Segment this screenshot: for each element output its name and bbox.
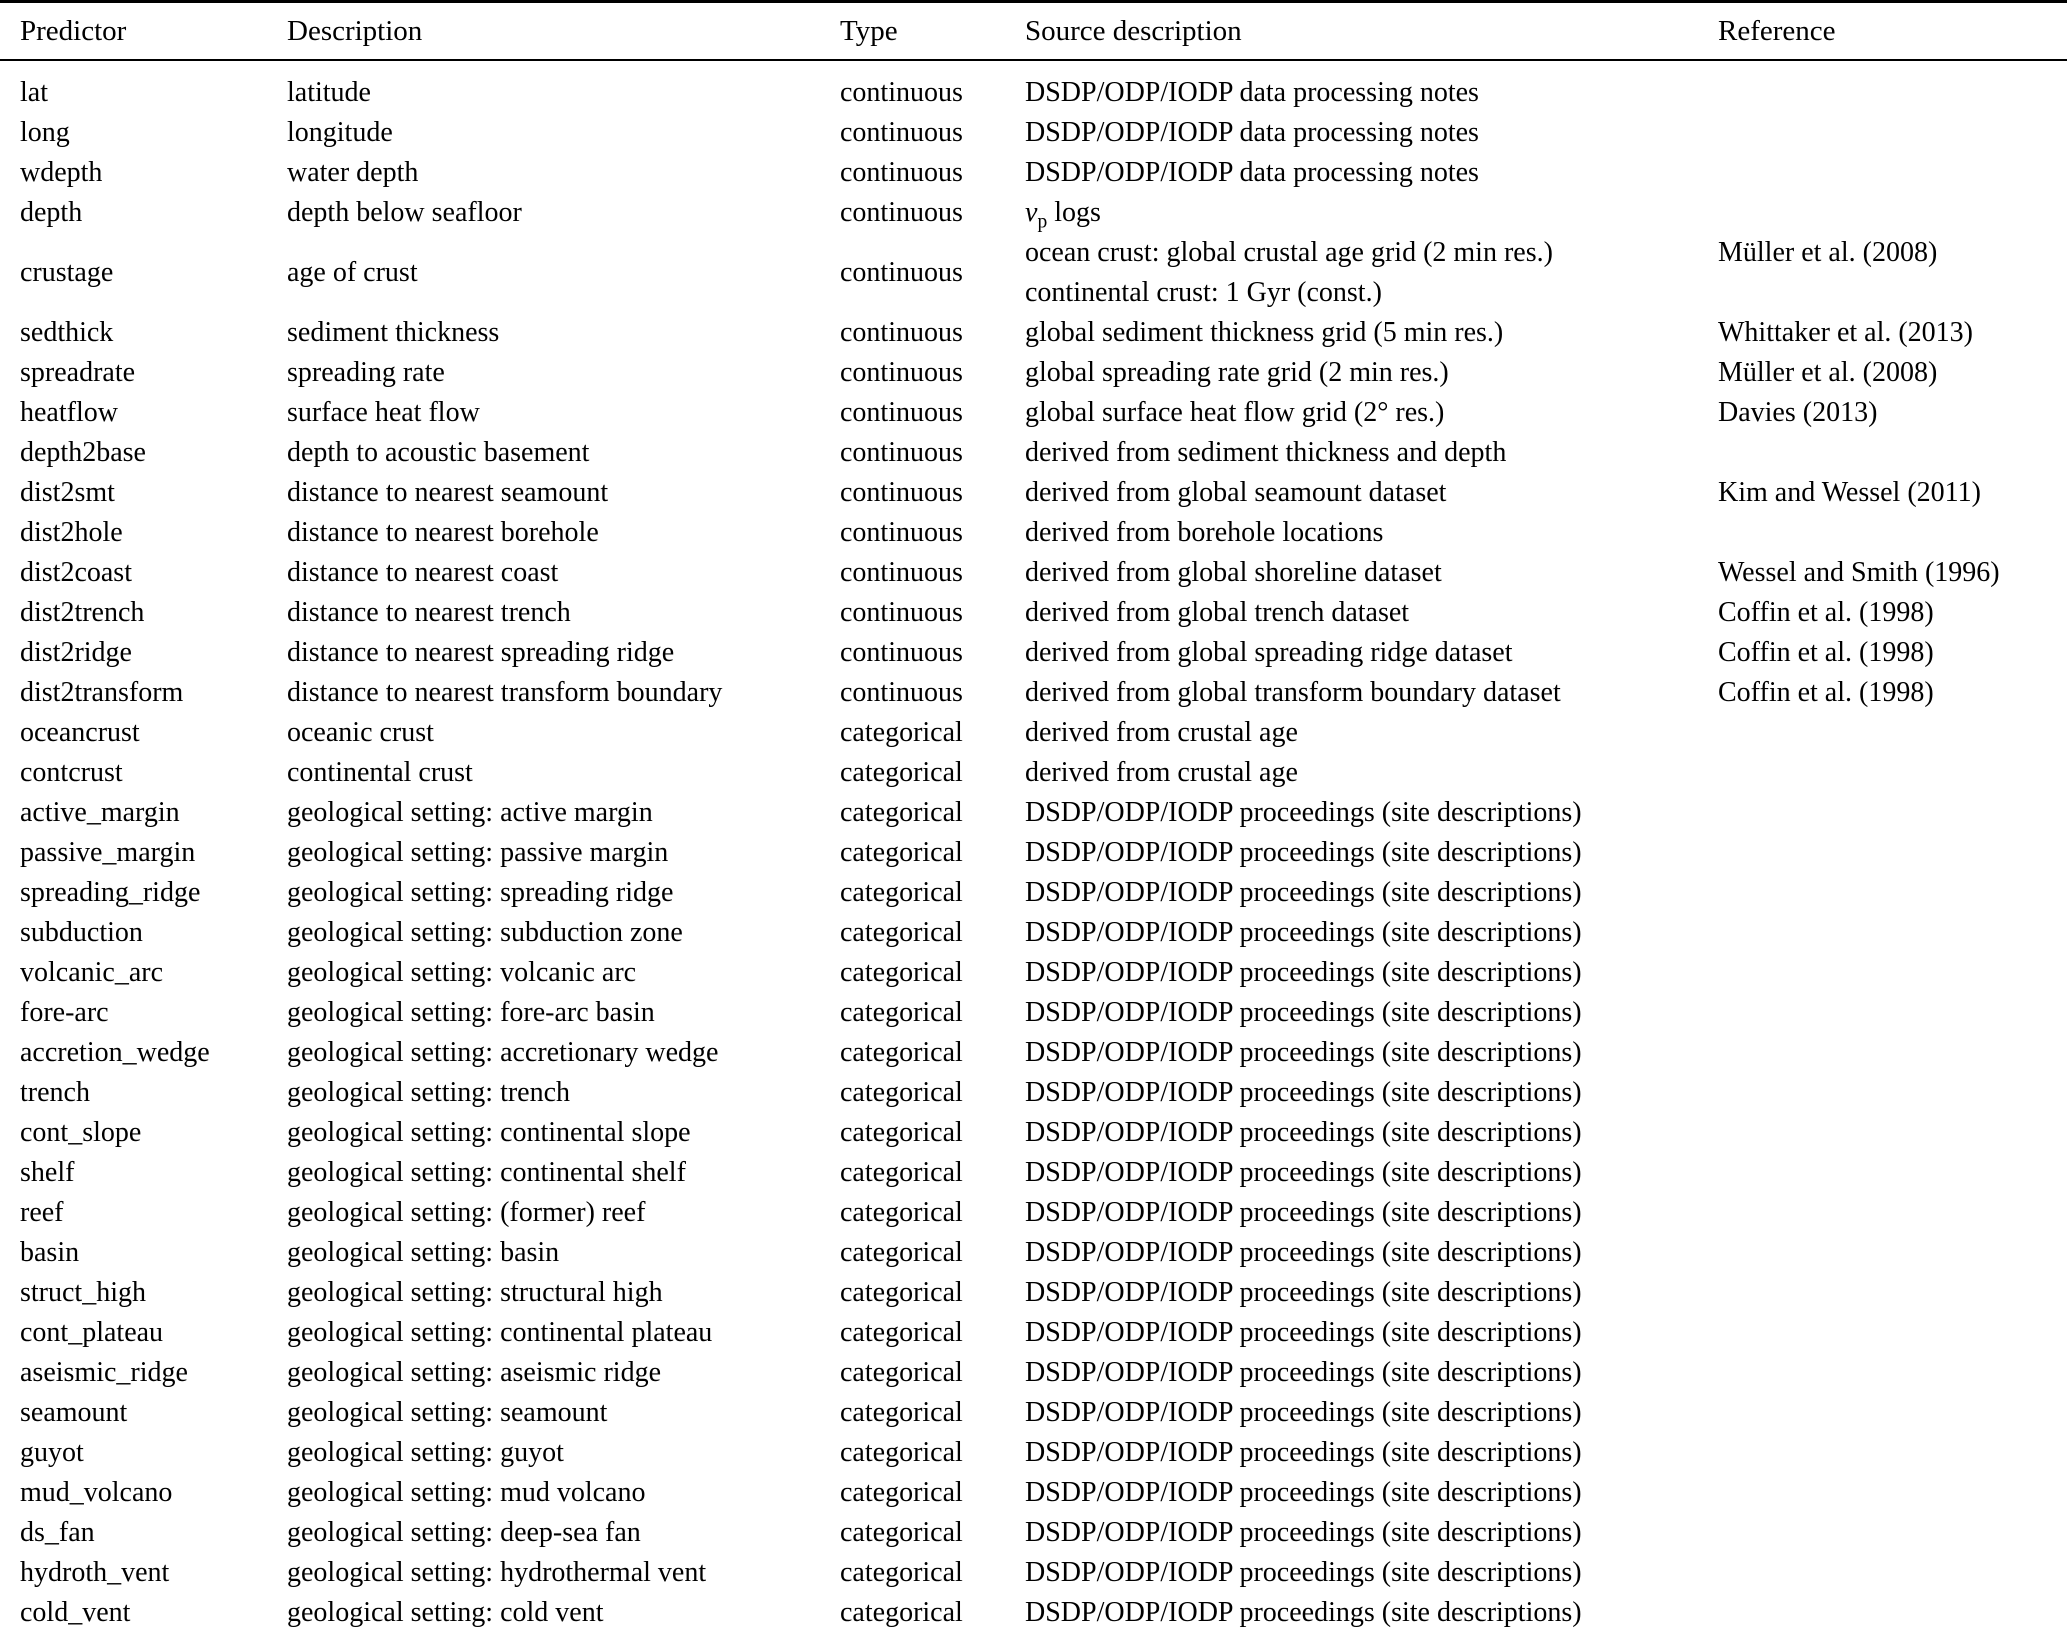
table-row	[0, 393, 2067, 433]
type-cell: continuous	[840, 117, 963, 148]
source-cell: DSDP/ODP/IODP proceedings (site descriptions)	[1025, 1157, 1582, 1188]
type-cell: categorical	[840, 957, 963, 988]
description-cell: geological setting: fore-arc basin	[287, 997, 655, 1028]
type-cell: continuous	[840, 637, 963, 668]
type-cell: continuous	[840, 77, 963, 108]
type-cell: categorical	[840, 877, 963, 908]
table-row	[0, 673, 2067, 713]
reference-cell: Kim and Wessel (2011)	[1718, 477, 1981, 508]
column-header-reference: Reference	[1718, 2, 2067, 61]
source-cell: derived from global spreading ridge dataset	[1025, 637, 1513, 668]
source-cell: DSDP/ODP/IODP proceedings (site descriptions)	[1025, 1117, 1582, 1148]
header-row	[0, 2, 2067, 61]
source-cell: DSDP/ODP/IODP proceedings (site descriptions)	[1025, 797, 1582, 828]
type-cell: categorical	[840, 1437, 963, 1468]
reference-cell: Coffin et al. (1998)	[1718, 677, 1934, 708]
reference-cell	[1718, 1593, 2067, 1633]
reference-cell	[1718, 793, 2067, 833]
spacer-row	[0, 1633, 2067, 1641]
source-cell: DSDP/ODP/IODP proceedings (site descriptions)	[1025, 877, 1582, 908]
table-row	[0, 913, 2067, 953]
reference-cell	[1718, 113, 2067, 153]
table-row	[0, 1553, 2067, 1593]
source-line: ocean crust: global crustal age grid (2 min res.)	[1025, 237, 1553, 268]
source-cell: derived from crustal age	[1025, 717, 1298, 748]
source-cell: DSDP/ODP/IODP proceedings (site descriptions)	[1025, 1557, 1582, 1588]
source-cell: DSDP/ODP/IODP proceedings (site descriptions)	[1025, 917, 1582, 948]
source-cell: DSDP/ODP/IODP proceedings (site descriptions)	[1025, 1357, 1582, 1388]
description-cell: oceanic crust	[287, 717, 434, 748]
type-cell: continuous	[840, 397, 963, 428]
reference-cell	[1718, 1233, 2067, 1273]
predictor-cell: dist2smt	[20, 477, 115, 508]
type-cell: continuous	[840, 437, 963, 468]
table-row	[0, 1593, 2067, 1633]
reference-cell: Davies (2013)	[1718, 397, 1878, 428]
predictor-cell: spreading_ridge	[20, 877, 201, 908]
reference-cell	[1718, 953, 2067, 993]
reference-cell	[1718, 1553, 2067, 1593]
table-row	[0, 313, 2067, 353]
predictor-cell: dist2coast	[20, 557, 132, 588]
source-cell: DSDP/ODP/IODP proceedings (site descriptions)	[1025, 957, 1582, 988]
type-cell: categorical	[840, 997, 963, 1028]
type-cell: categorical	[840, 1237, 963, 1268]
type-cell: continuous	[840, 517, 963, 548]
table-row	[0, 593, 2067, 633]
reference-cell	[1718, 1513, 2067, 1553]
reference-cell: Wessel and Smith (1996)	[1718, 557, 2000, 588]
predictor-cell: heatflow	[20, 397, 118, 428]
table-row	[0, 1193, 2067, 1233]
description-cell: continental crust	[287, 757, 473, 788]
source-cell: DSDP/ODP/IODP proceedings (site descriptions)	[1025, 1237, 1582, 1268]
description-cell: distance to nearest spreading ridge	[287, 637, 675, 668]
reference-cell	[1718, 1273, 2067, 1313]
source-cell: global sediment thickness grid (5 min res.)	[1025, 317, 1504, 348]
source-cell	[1025, 233, 1718, 313]
type-cell: continuous	[840, 157, 963, 188]
table-row	[0, 1433, 2067, 1473]
description-cell: age of crust	[287, 257, 418, 288]
source-cell: DSDP/ODP/IODP proceedings (site descriptions)	[1025, 1597, 1582, 1628]
source-cell: DSDP/ODP/IODP proceedings (site descriptions)	[1025, 997, 1582, 1028]
table-row	[0, 833, 2067, 873]
source-cell: DSDP/ODP/IODP proceedings (site descriptions)	[1025, 1477, 1582, 1508]
type-cell: categorical	[840, 1277, 963, 1308]
reference-cell	[1718, 513, 2067, 553]
type-cell: categorical	[840, 1557, 963, 1588]
source-cell: derived from global transform boundary dataset	[1025, 677, 1561, 708]
spacer	[0, 1633, 2067, 1641]
type-cell: continuous	[840, 677, 963, 708]
reference-cell	[1718, 433, 2067, 473]
description-cell: longitude	[287, 117, 393, 148]
predictor-cell: dist2ridge	[20, 637, 132, 668]
reference-cell	[1718, 713, 2067, 753]
reference-cell	[1718, 153, 2067, 193]
type-cell: continuous	[840, 557, 963, 588]
reference-cell	[1718, 1073, 2067, 1113]
description-cell: depth to acoustic basement	[287, 437, 590, 468]
source-cell: DSDP/ODP/IODP proceedings (site descriptions)	[1025, 1277, 1582, 1308]
reference-cell	[1718, 873, 2067, 913]
source-cell: global surface heat flow grid (2° res.)	[1025, 397, 1445, 428]
description-cell: geological setting: subduction zone	[287, 917, 683, 948]
source-cell: derived from borehole locations	[1025, 517, 1384, 548]
type-cell: categorical	[840, 1197, 963, 1228]
type-cell: continuous	[840, 257, 963, 288]
table-row	[0, 713, 2067, 753]
table-row	[0, 153, 2067, 193]
type-cell: continuous	[840, 477, 963, 508]
source-cell: DSDP/ODP/IODP proceedings (site descriptions)	[1025, 1037, 1582, 1068]
table-body	[0, 60, 2067, 1641]
source-cell: derived from global seamount dataset	[1025, 477, 1447, 508]
source-cell: DSDP/ODP/IODP proceedings (site descriptions)	[1025, 1077, 1582, 1108]
description-cell: depth below seafloor	[287, 197, 522, 228]
predictor-cell: aseismic_ridge	[20, 1357, 188, 1388]
predictor-cell: subduction	[20, 917, 143, 948]
description-cell: sediment thickness	[287, 317, 500, 348]
reference-cell	[1718, 193, 2067, 233]
predictor-cell: spreadrate	[20, 357, 136, 388]
table-row	[0, 553, 2067, 593]
reference-cell	[1718, 1473, 2067, 1513]
description-cell: distance to nearest seamount	[287, 477, 609, 508]
predictor-cell: seamount	[20, 1397, 128, 1428]
column-header-source: Source description	[1025, 2, 1718, 61]
type-cell: continuous	[840, 197, 963, 228]
source-cell: DSDP/ODP/IODP proceedings (site descriptions)	[1025, 837, 1582, 868]
type-cell: categorical	[840, 1397, 963, 1428]
table-row	[0, 793, 2067, 833]
description-cell: geological setting: accretionary wedge	[287, 1037, 719, 1068]
column-header-predictor: Predictor	[0, 2, 287, 61]
reference-cell	[1718, 1353, 2067, 1393]
table-row	[0, 873, 2067, 913]
reference-cell	[1718, 1393, 2067, 1433]
type-cell: categorical	[840, 1477, 963, 1508]
description-cell: geological setting: deep-sea fan	[287, 1517, 641, 1548]
source-cell: DSDP/ODP/IODP proceedings (site descriptions)	[1025, 1437, 1582, 1468]
table-row	[0, 73, 2067, 113]
source-cell: DSDP/ODP/IODP data processing notes	[1025, 117, 1479, 148]
description-cell: geological setting: hydrothermal vent	[287, 1557, 707, 1588]
table-row	[0, 353, 2067, 393]
description-cell: geological setting: volcanic arc	[287, 957, 637, 988]
column-header-description: Description	[287, 2, 840, 61]
description-cell: geological setting: cold vent	[287, 1597, 604, 1628]
type-cell: categorical	[840, 1077, 963, 1108]
description-cell: distance to nearest transform boundary	[287, 677, 723, 708]
description-cell: surface heat flow	[287, 397, 480, 428]
type-cell: categorical	[840, 757, 963, 788]
type-cell: categorical	[840, 1517, 963, 1548]
predictor-cell: volcanic_arc	[20, 957, 164, 988]
type-cell: categorical	[840, 1037, 963, 1068]
predictor-cell: accretion_wedge	[20, 1037, 210, 1068]
predictor-cell: dist2trench	[20, 597, 145, 628]
type-cell: categorical	[840, 797, 963, 828]
reference-cell	[1718, 1433, 2067, 1473]
description-cell: latitude	[287, 77, 371, 108]
description-cell: spreading rate	[287, 357, 445, 388]
source-cell: DSDP/ODP/IODP proceedings (site descriptions)	[1025, 1317, 1582, 1348]
source-cell: DSDP/ODP/IODP proceedings (site descriptions)	[1025, 1517, 1582, 1548]
description-cell: geological setting: passive margin	[287, 837, 669, 868]
type-cell: categorical	[840, 1317, 963, 1348]
reference-cell: Coffin et al. (1998)	[1718, 637, 1934, 668]
table-row	[0, 993, 2067, 1033]
table-row	[0, 1393, 2067, 1433]
reference-cell: Müller et al. (2008)	[1718, 237, 1938, 268]
description-cell: geological setting: (former) reef	[287, 1197, 646, 1228]
reference-cell	[1718, 993, 2067, 1033]
reference-cell	[1718, 73, 2067, 113]
table-row	[0, 1113, 2067, 1153]
reference-cell	[1718, 1153, 2067, 1193]
description-cell: distance to nearest borehole	[287, 517, 599, 548]
table-row	[0, 633, 2067, 673]
type-cell: categorical	[840, 917, 963, 948]
description-cell: geological setting: continental plateau	[287, 1317, 713, 1348]
type-cell: continuous	[840, 357, 963, 388]
predictor-cell: basin	[20, 1237, 80, 1268]
predictor-cell: ds_fan	[20, 1517, 95, 1548]
description-cell: geological setting: seamount	[287, 1397, 608, 1428]
source-cell: DSDP/ODP/IODP proceedings (site descriptions)	[1025, 1397, 1582, 1428]
description-cell: geological setting: continental slope	[287, 1117, 691, 1148]
type-cell: categorical	[840, 1597, 963, 1628]
reference-cell	[1718, 833, 2067, 873]
description-cell: geological setting: active margin	[287, 797, 653, 828]
predictor-cell: mud_volcano	[20, 1477, 173, 1508]
table-row	[0, 1513, 2067, 1553]
type-cell: categorical	[840, 1357, 963, 1388]
predictor-cell: active_margin	[20, 797, 180, 828]
predictor-cell: crustage	[20, 257, 114, 288]
predictor-cell: hydroth_vent	[20, 1557, 170, 1588]
description-cell: water depth	[287, 157, 419, 188]
description-cell: geological setting: basin	[287, 1237, 560, 1268]
description-cell: geological setting: guyot	[287, 1437, 564, 1468]
predictor-cell: long	[20, 117, 70, 148]
predictor-cell: lat	[20, 77, 48, 108]
source-line: continental crust: 1 Gyr (const.)	[1025, 277, 1382, 308]
reference-cell	[1718, 1033, 2067, 1073]
table-row	[0, 473, 2067, 513]
table-row	[0, 1473, 2067, 1513]
predictor-cell: struct_high	[20, 1277, 146, 1308]
predictor-cell: fore-arc	[20, 997, 109, 1028]
predictor-cell: depth	[20, 197, 83, 228]
description-cell: geological setting: aseismic ridge	[287, 1357, 662, 1388]
predictor-cell: cont_plateau	[20, 1317, 164, 1348]
predictor-cell: dist2transform	[20, 677, 184, 708]
type-cell: categorical	[840, 1157, 963, 1188]
predictor-cell: reef	[20, 1197, 64, 1228]
type-cell: categorical	[840, 1117, 963, 1148]
description-cell: geological setting: structural high	[287, 1277, 663, 1308]
table-row	[0, 1153, 2067, 1193]
table-row	[0, 113, 2067, 153]
table-row	[0, 1273, 2067, 1313]
source-cell: derived from global trench dataset	[1025, 597, 1410, 628]
table-row	[0, 1233, 2067, 1273]
source-cell: derived from sediment thickness and depth	[1025, 437, 1507, 468]
spacer-row	[0, 60, 2067, 73]
predictor-cell: wdepth	[20, 157, 103, 188]
table-row	[0, 433, 2067, 473]
table-row	[0, 1353, 2067, 1393]
reference-cell: Müller et al. (2008)	[1718, 357, 1938, 388]
description-cell: geological setting: spreading ridge	[287, 877, 674, 908]
predictor-cell: contcrust	[20, 757, 123, 788]
reference-cell	[1718, 1113, 2067, 1153]
source-cell: derived from crustal age	[1025, 757, 1298, 788]
table-row	[0, 753, 2067, 793]
reference-cell	[1718, 913, 2067, 953]
reference-cell: Coffin et al. (1998)	[1718, 597, 1934, 628]
predictor-cell: depth2base	[20, 437, 146, 468]
reference-cell	[1718, 753, 2067, 793]
column-header-type: Type	[840, 2, 1025, 61]
source-cell: DSDP/ODP/IODP data processing notes	[1025, 157, 1479, 188]
description-cell: geological setting: mud volcano	[287, 1477, 646, 1508]
table-row	[0, 1313, 2067, 1353]
predictor-cell: sedthick	[20, 317, 114, 348]
table-row	[0, 953, 2067, 993]
table-row	[0, 193, 2067, 233]
table-row	[0, 233, 2067, 313]
predictor-cell: shelf	[20, 1157, 75, 1188]
table-row	[0, 513, 2067, 553]
type-cell: categorical	[840, 717, 963, 748]
description-cell: geological setting: trench	[287, 1077, 571, 1108]
type-cell: continuous	[840, 317, 963, 348]
type-cell: categorical	[840, 837, 963, 868]
description-cell: distance to nearest trench	[287, 597, 571, 628]
source-cell: DSDP/ODP/IODP data processing notes	[1025, 77, 1479, 108]
spacer	[0, 60, 2067, 73]
predictor-cell: cont_slope	[20, 1117, 142, 1148]
predictor-cell: trench	[20, 1077, 90, 1108]
description-cell: geological setting: continental shelf	[287, 1157, 686, 1188]
predictor-cell: passive_margin	[20, 837, 196, 868]
source-cell: derived from global shoreline dataset	[1025, 557, 1442, 588]
table-row	[0, 1033, 2067, 1073]
type-cell: continuous	[840, 597, 963, 628]
reference-cell: Whittaker et al. (2013)	[1718, 317, 1974, 348]
source-cell: DSDP/ODP/IODP proceedings (site descriptions)	[1025, 1197, 1582, 1228]
reference-cell	[1718, 1313, 2067, 1353]
table-header	[0, 2, 2067, 61]
table-row	[0, 1073, 2067, 1113]
predictor-cell: guyot	[20, 1437, 84, 1468]
description-cell: distance to nearest coast	[287, 557, 559, 588]
predictor-cell: oceancrust	[20, 717, 140, 748]
predictor-cell: dist2hole	[20, 517, 123, 548]
reference-cell	[1718, 1193, 2067, 1233]
source-cell: global spreading rate grid (2 min res.)	[1025, 357, 1449, 388]
predictor-cell: cold_vent	[20, 1597, 131, 1628]
source-cell: $v_p$ logs	[1025, 197, 1101, 233]
